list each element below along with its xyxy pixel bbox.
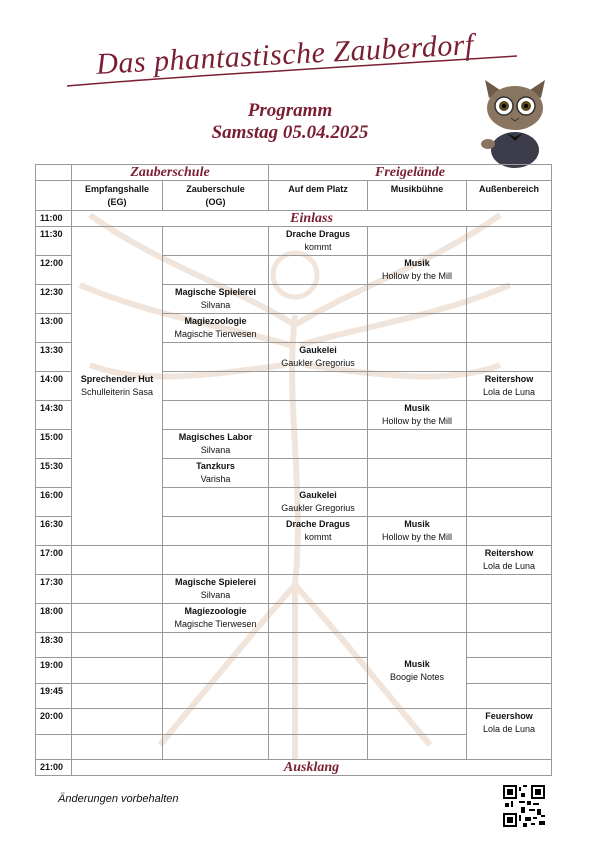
empty-cell — [269, 256, 368, 285]
event-musik: Musik Hollow by the Mill — [368, 517, 467, 546]
event-feuershow: Feuershow Lola de Luna — [467, 709, 552, 760]
time-cell: 12:00 — [36, 256, 72, 285]
col-header-zauberschule: Zauberschule (OG) — [163, 181, 269, 211]
empty-cell — [368, 709, 467, 734]
empty-cell — [467, 658, 552, 683]
empty-cell — [368, 604, 467, 633]
time-cell: 17:00 — [36, 546, 72, 575]
empty-cell — [467, 604, 552, 633]
empty-cell — [72, 658, 163, 683]
footer-note: Änderungen vorbehalten — [58, 793, 179, 805]
empty-cell — [368, 430, 467, 459]
col-header-platz: Auf dem Platz — [269, 181, 368, 211]
empty-cell — [72, 683, 163, 708]
event-drache-dragus: Drache Dragus kommt — [269, 517, 368, 546]
empty-cell — [368, 734, 467, 759]
empty-cell — [163, 546, 269, 575]
time-cell: 18:00 — [36, 604, 72, 633]
empty-cell — [467, 285, 552, 314]
empty-cell — [467, 488, 552, 517]
event-magisches-labor: Magisches Labor Silvana — [163, 430, 269, 459]
corner-cell — [36, 165, 72, 181]
empty-cell — [467, 343, 552, 372]
event-musik: Musik Hollow by the Mill — [368, 256, 467, 285]
col-header-aussenbereich: Außenbereich — [467, 181, 552, 211]
event-reitershow: Reitershow Lola de Luna — [467, 372, 552, 401]
empty-cell — [368, 575, 467, 604]
empty-cell — [72, 546, 163, 575]
event-musik: Musik Boogie Notes — [368, 633, 467, 709]
empty-cell — [163, 372, 269, 401]
empty-cell — [269, 604, 368, 633]
empty-cell — [269, 314, 368, 343]
empty-cell — [72, 709, 163, 734]
empty-cell — [368, 488, 467, 517]
time-cell: 19:00 — [36, 658, 72, 683]
empty-cell — [368, 459, 467, 488]
empty-cell — [269, 401, 368, 430]
empty-cell — [163, 683, 269, 708]
empty-cell — [467, 575, 552, 604]
group-zauberschule: Zauberschule — [72, 165, 269, 181]
empty-cell — [368, 372, 467, 401]
title-underline-swash — [62, 54, 522, 94]
empty-cell — [269, 709, 368, 734]
empty-cell — [269, 734, 368, 759]
empty-cell — [163, 709, 269, 734]
empty-cell — [368, 546, 467, 575]
empty-cell — [467, 227, 552, 256]
ausklang-label: Ausklang — [72, 759, 552, 775]
time-cell: 16:30 — [36, 517, 72, 546]
empty-cell — [163, 488, 269, 517]
empty-cell — [163, 633, 269, 658]
programm-heading: Programm — [247, 100, 333, 121]
empty-cell — [368, 314, 467, 343]
empty-cell — [467, 459, 552, 488]
empty-cell — [163, 227, 269, 256]
empty-cell — [163, 256, 269, 285]
empty-cell — [72, 575, 163, 604]
time-cell: 19:45 — [36, 683, 72, 708]
event-magische-spielerei: Magische Spielerei Silvana — [163, 575, 269, 604]
time-cell: 14:30 — [36, 401, 72, 430]
empty-cell — [467, 430, 552, 459]
empty-cell — [72, 604, 163, 633]
cat-wizard-illustration — [475, 78, 555, 168]
event-drache-dragus: Drache Dragus kommt — [269, 227, 368, 256]
time-cell: 11:30 — [36, 227, 72, 256]
col-header-empfangshalle: Empfangshalle (EG) — [72, 181, 163, 211]
date-heading: Samstag 05.04.2025 — [211, 122, 369, 143]
event-musik: Musik Hollow by the Mill — [368, 401, 467, 430]
event-sprechender-hut: Sprechender Hut Schulleiterin Sasa — [72, 227, 163, 546]
empty-cell — [269, 683, 368, 708]
time-cell: 11:00 — [36, 211, 72, 227]
page-title: Das phantastische Zauberdorf — [95, 28, 475, 81]
time-header — [36, 181, 72, 211]
empty-cell — [163, 343, 269, 372]
empty-cell — [467, 314, 552, 343]
empty-cell — [269, 658, 368, 683]
empty-cell — [163, 658, 269, 683]
empty-cell — [163, 401, 269, 430]
empty-cell — [467, 517, 552, 546]
time-cell: 14:00 — [36, 372, 72, 401]
empty-cell — [269, 575, 368, 604]
event-magiezoologie: Magiezoologie Magische Tierwesen — [163, 604, 269, 633]
event-gaukelei: Gaukelei Gaukler Gregorius — [269, 488, 368, 517]
empty-cell — [163, 517, 269, 546]
empty-cell — [269, 430, 368, 459]
time-cell: 21:00 — [36, 759, 72, 775]
empty-cell — [368, 343, 467, 372]
empty-cell — [269, 546, 368, 575]
qr-code[interactable] — [503, 785, 545, 827]
time-cell: 13:30 — [36, 343, 72, 372]
empty-cell — [368, 285, 467, 314]
schedule-table — [35, 164, 552, 776]
empty-cell — [72, 734, 163, 759]
empty-cell — [269, 459, 368, 488]
empty-cell — [467, 401, 552, 430]
time-cell: 12:30 — [36, 285, 72, 314]
event-magische-spielerei: Magische Spielerei Silvana — [163, 285, 269, 314]
event-gaukelei: Gaukelei Gaukler Gregorius — [269, 343, 368, 372]
empty-cell — [467, 256, 552, 285]
time-cell: 17:30 — [36, 575, 72, 604]
time-cell: 15:00 — [36, 430, 72, 459]
time-cell: 15:30 — [36, 459, 72, 488]
event-reitershow: Reitershow Lola de Luna — [467, 546, 552, 575]
empty-cell — [269, 633, 368, 658]
group-freigelaende: Freigelände — [269, 165, 552, 181]
time-cell — [36, 734, 72, 759]
time-cell: 20:00 — [36, 709, 72, 734]
empty-cell — [269, 285, 368, 314]
einlass-label: Einlass — [72, 211, 552, 227]
time-cell: 18:30 — [36, 633, 72, 658]
event-magiezoologie: Magiezoologie Magische Tierwesen — [163, 314, 269, 343]
time-cell: 13:00 — [36, 314, 72, 343]
event-tanzkurs: Tanzkurs Varisha — [163, 459, 269, 488]
empty-cell — [72, 633, 163, 658]
time-cell: 16:00 — [36, 488, 72, 517]
empty-cell — [467, 633, 552, 658]
empty-cell — [467, 683, 552, 708]
empty-cell — [163, 734, 269, 759]
empty-cell — [368, 227, 467, 256]
col-header-musikbuehne: Musikbühne — [368, 181, 467, 211]
empty-cell — [269, 372, 368, 401]
